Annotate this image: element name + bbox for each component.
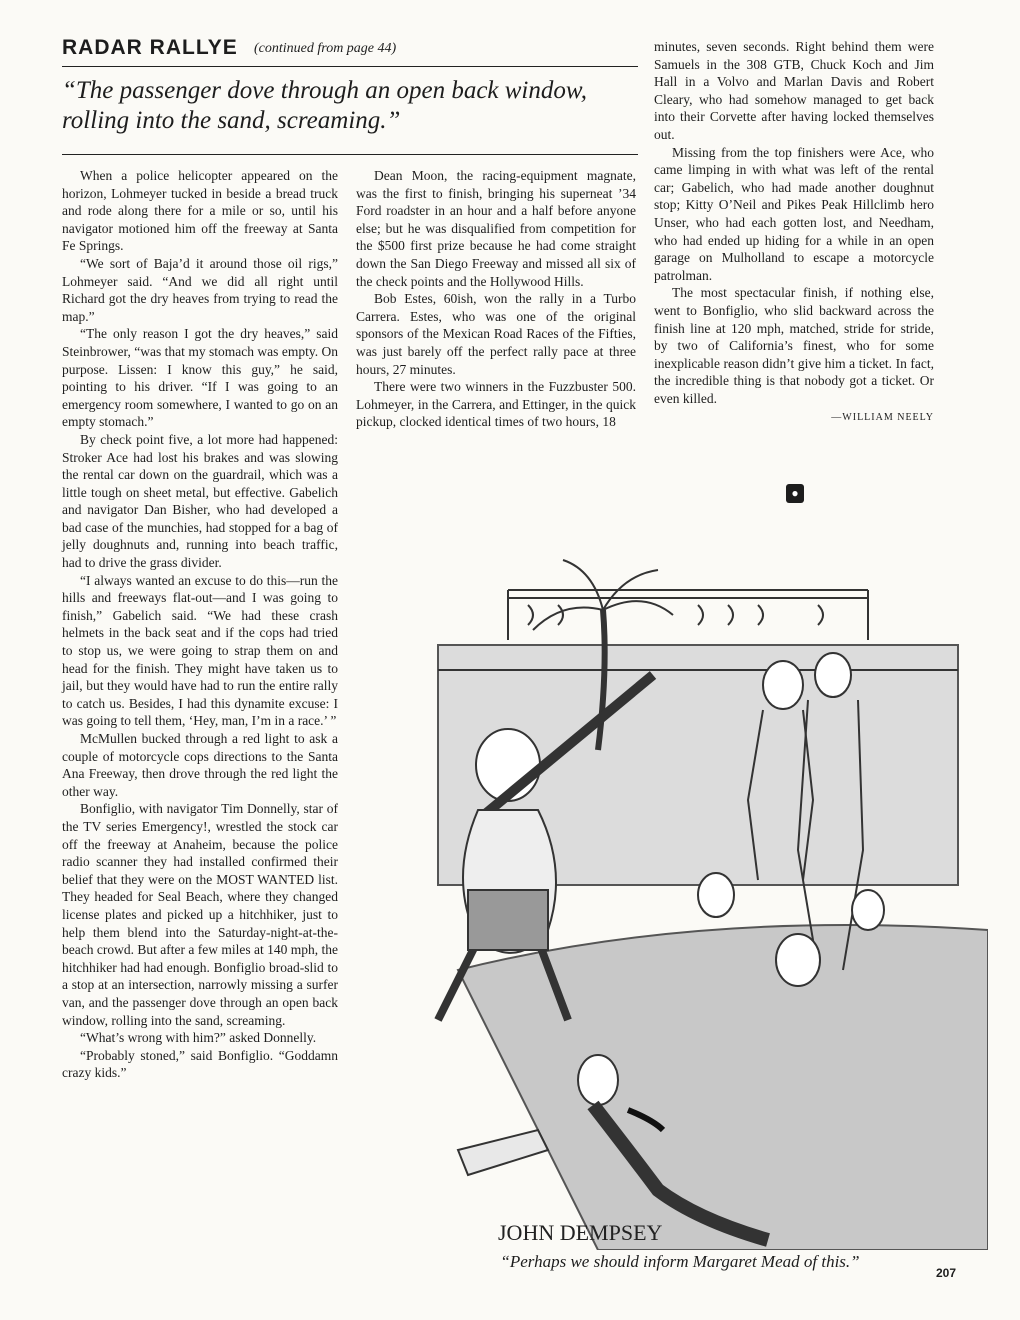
- text-column-1: [62, 167, 338, 1082]
- cartoon-caption: “Perhaps we should inform Margaret Mead of this.”: [500, 1252, 860, 1271]
- paragraph: “I always wanted an excuse to do this—run the hills and freeways flat-out—and I was going to finish,” Gabelich said. “We had these crash helmets in the back seat and if the cops had tried to stop us, we were going to strap them on and head for the finish. They might have taken us to jail, but they would have had to run the entire rally to catch us. Besides, I had this dynamite excuse: I was going to tell them, ‘Hey, man, I’m in a race.’ ”: [62, 572, 338, 729]
- paragraph: “We sort of Baja’d it around those oil rigs,” Lohmeyer said. “And we did all right until Richard got the dry heaves from trying to read the map.”: [62, 255, 338, 324]
- pull-quote-rule: [62, 154, 638, 155]
- section-header: [62, 36, 638, 67]
- paragraph: McMullen bucked through a red light to ask a couple of motorcycle cops directions to the Santa Ana Freeway, then drove through the red light the other way.: [62, 731, 338, 799]
- section-title: RADAR RALLYE: [62, 36, 238, 59]
- paragraph: “The only reason I got the dry heaves,” said Steinbrower, “was that my stomach was empty. On purpose. Lissen: I know this guy,” he said, pointing to his driver. “If I was going to an emergency room somewhere, I wanted to go on an empty stomach.”: [62, 326, 338, 430]
- paragraph: There were two winners in the Fuzzbuster 500. Lohmeyer, in the Carrera, and Ettinger, in the quick pickup, clocked identical times of two hours, 18: [356, 379, 636, 430]
- paragraph: Bonfiglio, with navigator Tim Donnelly, star of the TV series Emergency!, wrestled the stock car off the freeway at Anaheim, because the police radio scanner they had installed confirmed their belief that they were on the MOST WANTED list. They headed for Seal Beach, where they changed license plates and picked up a hitchhiker, just to help them blend into the Saturday-night-at-the-beach crowd. But after a few miles at 140 mph, the hitchhiker had had enough. Bonfiglio broad-slid to a stop at an intersection, narrowly missing a surfer van, and the passenger dove through an open back window, rolling into the sand, screaming.: [62, 801, 338, 1028]
- paragraph: Bob Estes, 60ish, won the rally in a Turbo Carrera. Estes, who was one of the original sponsors of the Mexican Road Races of the Fifties, was just barely off the perfect rally pace at three hours, 27 minutes.: [356, 291, 636, 377]
- pull-quote: “The passenger dove through an open back window, rolling into the sand, screaming.”: [62, 77, 587, 134]
- text-column-2: [356, 167, 636, 431]
- page-number: 207: [936, 1266, 957, 1280]
- paragraph: By check point five, a lot more had happened: Stroker Ace had lost his brakes and was slowing the rental car down on the guardrail, which was a little tough on sheet metal, but effective. Gabelich and navigator Dan Bisher, who had developed a bad case of the munchies, had stopped for a bag of jelly doughnuts and, running into beach traffic, had to drive the grass divider.: [62, 431, 338, 571]
- paragraph: Missing from the top finishers were Ace, who came limping in with what was left of the rental car; Gabelich, who had made another doughnut stop; Kitty O’Neil and Pikes Peak Hillclimb hero Unser, who had each gotten lost, and Needham, who had ended up hiding for a while in an open garage on Mulholland to escape a motorcycle patrolman.: [654, 144, 934, 283]
- byline: —WILLIAM NEELY: [831, 412, 934, 424]
- paragraph: “What’s wrong with him?” asked Donnelly.: [80, 1030, 317, 1046]
- text-column-3: [654, 38, 934, 427]
- paragraph: minutes, seven seconds. Right behind them were Samuels in the 308 GTB, Chuck Koch and Jim Hall in a Volvo and Marlan Davis and Robert Cleary, who had somehow managed to get back into their Corvette after having locked themselves out.: [654, 39, 934, 142]
- paragraph: “Probably stoned,” said Bonfiglio. “Goddamn crazy kids.”: [62, 1047, 338, 1081]
- rabbit-head-icon: ●: [786, 484, 804, 503]
- cartoon-illustration: [398, 550, 988, 1250]
- paragraph: The most spectacular finish, if nothing else, went to Bonfiglio, who slid backward across the finish line at 120 mph, matched, stride for stride, by two of California’s finest, who for some inexplicable reason didn’t give him a ticket. In fact, the incredible thing is that nobody got a ticket. Or even killed.: [654, 285, 934, 406]
- paragraph: Dean Moon, the racing-equipment magnate, was the first to finish, bringing his superneat ’34 Ford roadster in an hour and a half before anyone else; but he was disqualified from competition for the $500 first prize because he had come straight down the San Diego Freeway and missed all six of the check points and the Hollywood Hills.: [356, 168, 636, 289]
- paragraph: When a police helicopter appeared on the horizon, Lohmeyer tucked in beside a bread truck and rode along there for a mile or so, until his navigator motioned him off the freeway at Santa Fe Springs.: [62, 168, 338, 254]
- continued-note: (continued from page 44): [254, 41, 397, 56]
- cartoon-signature: JOHN DEMPSEY: [498, 1220, 663, 1245]
